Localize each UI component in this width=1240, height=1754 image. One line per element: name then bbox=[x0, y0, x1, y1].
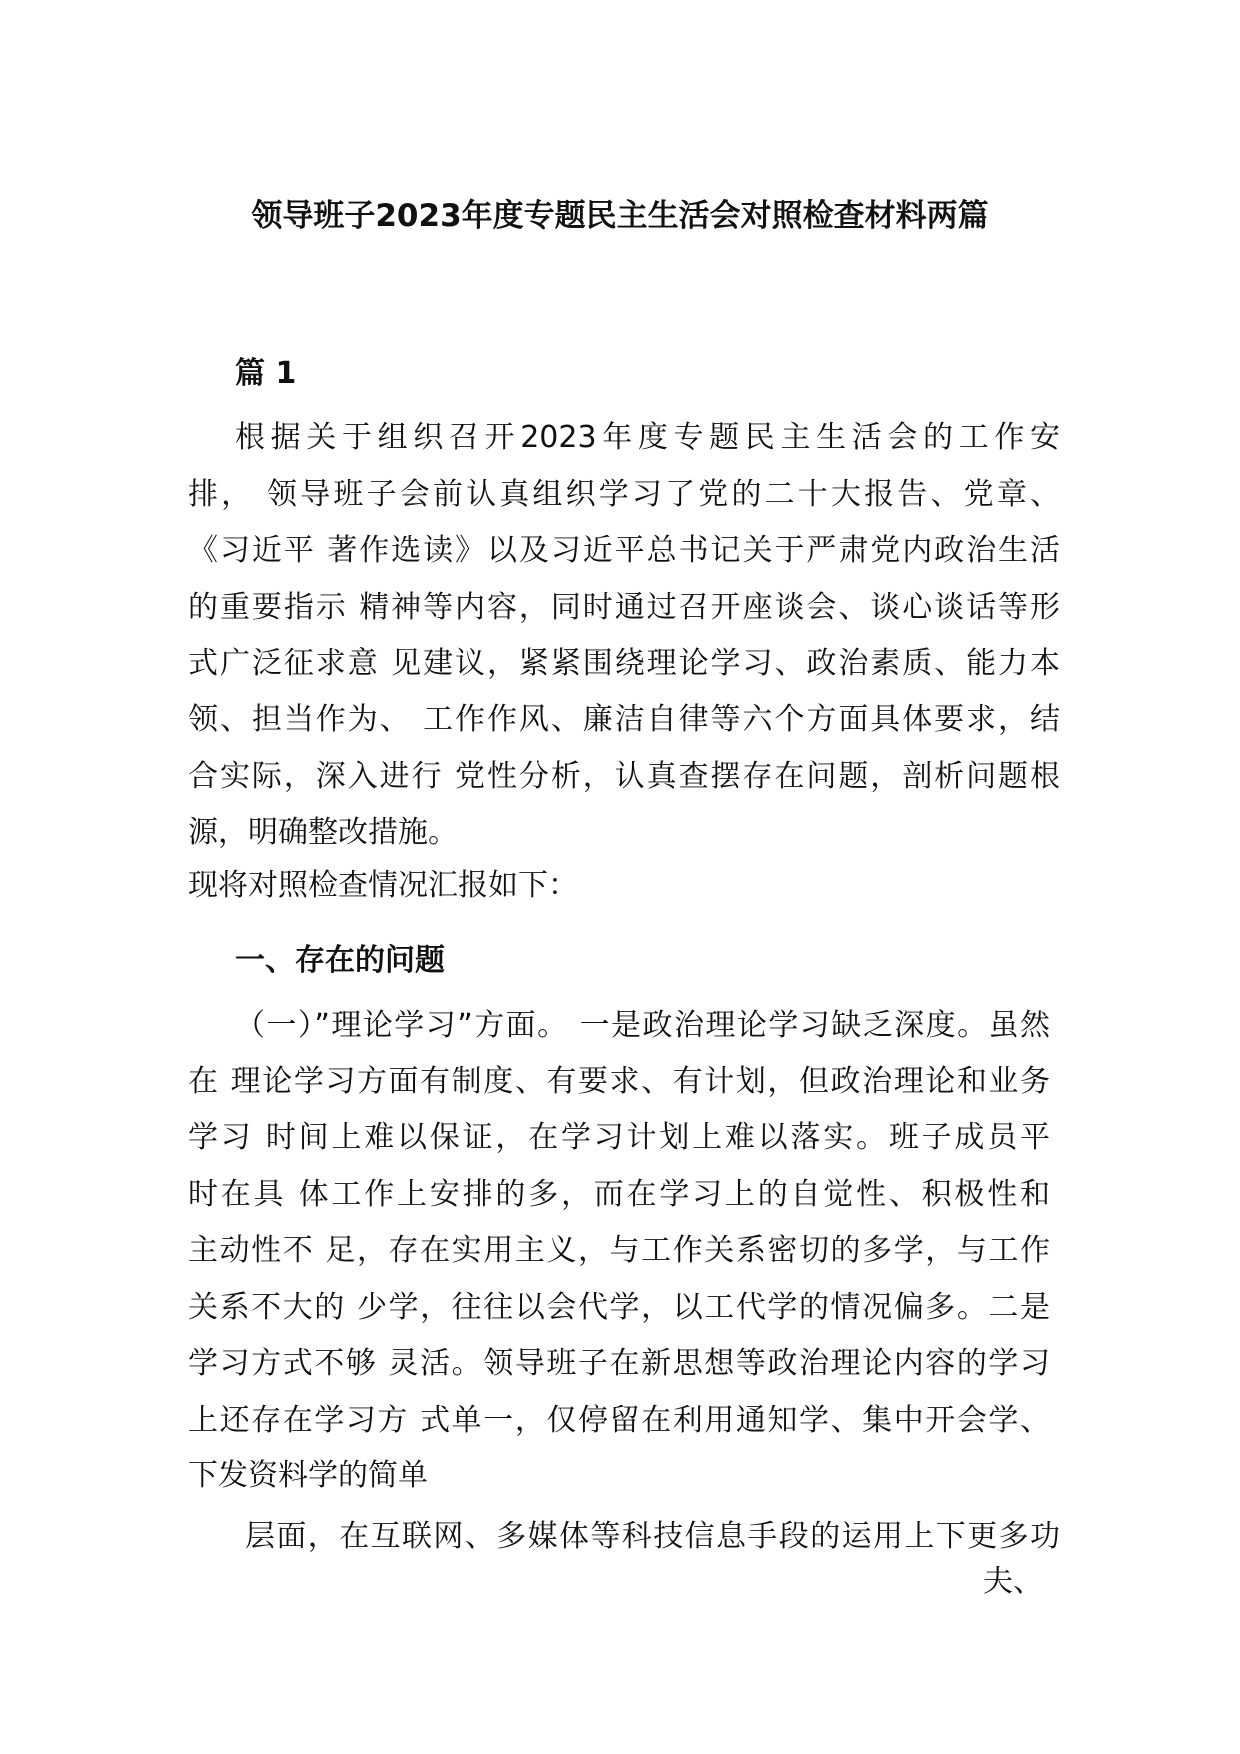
paragraph-line: 《习近平 著作选读》以及习近平总书记关于严肃党内政治生活 bbox=[188, 533, 1060, 568]
paragraph-line: 主动性不 足，存在实用主义，与工作关系密切的多学，与工作 bbox=[188, 1233, 1050, 1268]
paragraph-line: 学习 时间上难以保证，在学习计划上难以落实。班子成员平 bbox=[188, 1120, 1050, 1155]
paragraph-line: 根据关于组织召开2023年度专题民主生活会的工作安 bbox=[235, 420, 1060, 455]
document-title: 领导班子2023年度专题民主生活会对照检查材料两篇 bbox=[251, 198, 989, 234]
paragraph-line: 学习方式不够 灵活。领导班子在新思想等政治理论内容的学习 bbox=[188, 1346, 1050, 1381]
paragraph-line: 排， 领导班子会前认真组织学习了党的二十大报告、党章、 bbox=[188, 477, 1060, 512]
section-heading: 一、存在的问题 bbox=[235, 943, 445, 978]
paragraph-line: 式广泛征求意 见建议，紧紧围绕理论学习、政治素质、能力本 bbox=[188, 646, 1060, 681]
paragraph-line: 上还存在学习方 式单一，仅停留在利用通知学、集中开会学、 bbox=[188, 1403, 1050, 1438]
paragraph-line: 下发资料学的简单 bbox=[188, 1458, 428, 1493]
paragraph-line: （一）”理论学习”方面。 一是政治理论学习缺乏深度。虽然 bbox=[235, 1008, 1050, 1043]
paragraph-line: 源，明确整改措施。 bbox=[188, 815, 458, 850]
section-label: 篇 1 bbox=[235, 356, 297, 391]
paragraph-line: 的重要指示 精神等内容，同时通过召开座谈会、谈心谈话等形 bbox=[188, 590, 1060, 625]
paragraph-line: 时在具 体工作上安排的多，而在学习上的自觉性、积极性和 bbox=[188, 1177, 1050, 1212]
paragraph-line: 关系不大的 少学，往往以会代学，以工代学的情况偏多。二是 bbox=[188, 1290, 1050, 1325]
paragraph-line: 在 理论学习方面有制度、有要求、有计划，但政治理论和业务 bbox=[188, 1064, 1050, 1099]
paragraph-line: 合实际，深入进行 党性分析，认真查摆存在问题，剖析问题根 bbox=[188, 759, 1060, 794]
paragraph-line: 领、担当作为、 工作作风、廉洁自律等六个方面具体要求，结 bbox=[188, 702, 1060, 737]
paragraph-line: 层面，在互联网、多媒体等科技信息手段的运用上下更多功 bbox=[245, 1519, 1060, 1554]
paragraph-line: 现将对照检查情况汇报如下： bbox=[188, 868, 578, 903]
paragraph-line: 夫、 bbox=[983, 1564, 1043, 1599]
